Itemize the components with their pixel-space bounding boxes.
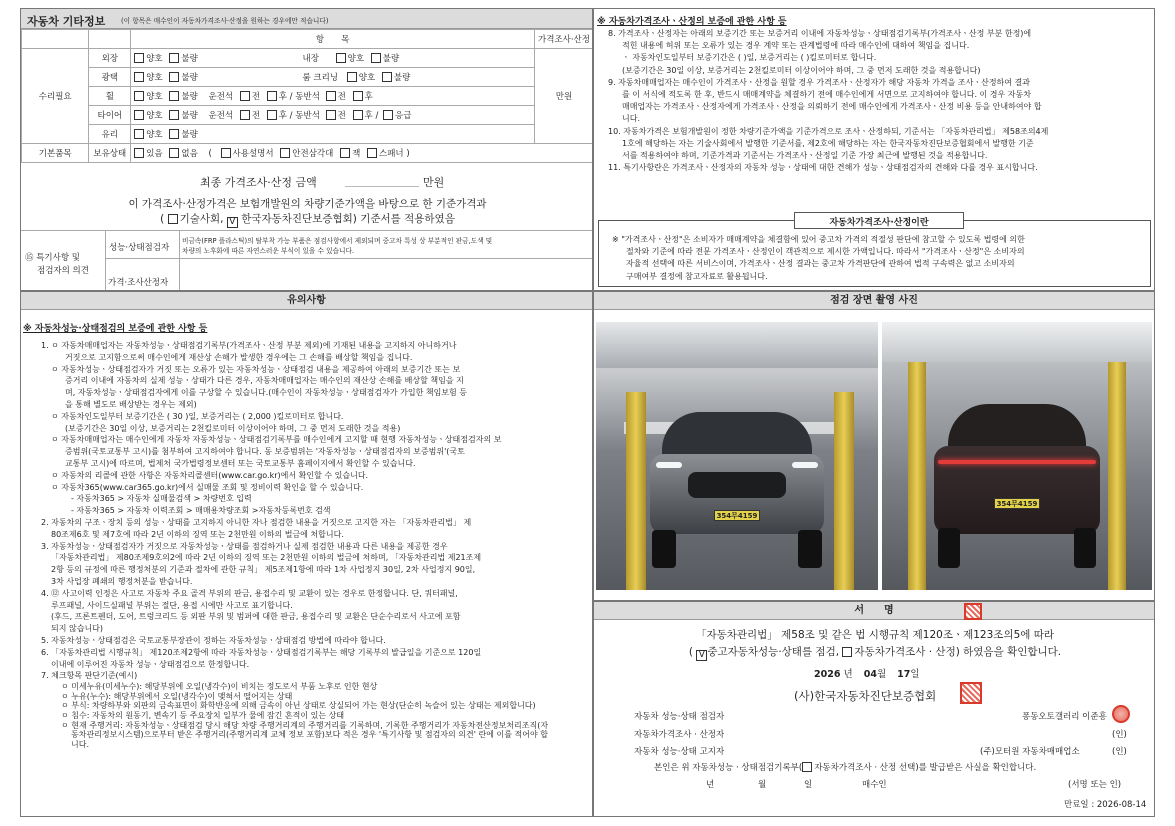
basic-status-label: 보유상태 [89,144,131,163]
gloss-good-checkbox[interactable] [134,72,144,82]
nt-lines-line: 루프패널, 사이드실패널 부위는 절단, 용접 시에만 사고로 표기합니다. [51,600,293,610]
inspector-row-name: 퐁동오토갤러리 이준흥 [1022,712,1107,722]
notice-criteria-line: ㅇ 부식: 차량하부와 외판의 금속표면이 화학반응에 의해 금속이 아닌 상태로 상실되어 가는 현상(단순히 녹슬어 있는 상태는 제외합니다) [61,701,536,711]
gp-lines-line: 니다. [622,114,640,124]
buyer-date-day: 일 [804,780,813,790]
final-price-unit: 만원 [423,176,445,189]
nt-lines-line: 2. 자동차의 구조ㆍ장치 등의 성능ㆍ상태를 고지하지 아니한 자나 점검한 내용을 거짓으로 고지한 자는 「자동차관리법」 제 [41,518,472,527]
wheel-passenger-front-checkbox[interactable] [326,91,336,101]
notice-heading: ※ 자동차성능·상태점검의 보증에 관한 사항 등 [23,324,208,334]
price-basis-line2: ( 기술사회, V 한국자동차진단보증협회) 기준서를 적용하였음 [160,213,455,227]
other-info-title-note: (이 항목은 매수인이 자동차가격조사·산정을 원하는 경우에만 적습니다) [121,17,329,25]
price-col-header: 가격조사·산정 [535,30,593,49]
tire-driver-front-checkbox[interactable] [240,110,250,120]
inspector-label: 성능·상태점검자 [109,243,170,253]
signature-statement-line2: ( V 중고자동차성능·상태를 점검, 자동차가격조사 · 산정) 하였음을 확인합니다. [688,646,1062,660]
nt-lines-line: ㅇ 자동차매매업자는 매수인에게 자동차 자동차성능ㆍ상태점검기록부를 매수인에게 고지할 때 현행 자동차성능ㆍ상태점검자의 보 [51,435,502,445]
wheel-bad-checkbox[interactable] [169,91,179,101]
gp-lines-line: 1호에 해당하는 자는 기술사회에서 발행한 기준서를, 제2호에 해당하는 자는 한국자동차진단보증협회에서 발행한 기준 [622,138,1034,148]
nt-lines-line: (보증기간은 30일 이상, 보증거리는 2천킬로미터 이상이어야 하며, 그 중 먼저 도래한 것을 적용) [65,423,401,433]
nt-lines-line: 4. ⑫ 사고이력 인정은 사고로 자동차 주요 골격 부위의 판금, 용접수리 및 교환이 있는 경우로 한정합니다. 단, 쿼터패널, [41,588,458,598]
exterior-bad-checkbox[interactable] [169,53,179,63]
tire-driver-rear-checkbox[interactable] [267,110,277,120]
row-label-exterior: 외장 [89,49,131,68]
special-notes-label-2: 점검자의 의견 [37,266,89,276]
gp-lines-line: 11. 특기사항란은 가격조사ㆍ산정자의 자동차 성능ㆍ상태에 대한 견해가 성능ㆍ상태점검자의 견해와 다를 경우 표시합니다. [608,163,1038,173]
wheel-driver-front-checkbox[interactable] [240,91,250,101]
notice-criteria-line: ㅇ 침수: 자동차의 원동기, 변속기 등 주요장치 일부가 물에 잠긴 흔적이 있는 상태 [61,711,345,720]
front-license-plate: 354무4159 [714,510,760,521]
jack-checkbox[interactable] [340,148,350,158]
basic-have-checkbox[interactable] [134,148,144,158]
nt-lines-line: 되지 않습니다) [51,624,104,634]
pd-lines-line: 구매여부 결정에 참고자료로 활용됩니다. [626,271,768,281]
glass-bad-checkbox[interactable] [169,129,179,139]
price-assessment-checkbox[interactable] [842,647,852,657]
notice-header: 유의사항 [21,292,592,310]
gp-lines-line: 를 이 서식에 적도록 한 후, 반드시 매매계약을 체결하기 전에 매수인에게 서면으로 고지하여야 합니다. 이 경우 자동차 [622,90,1031,99]
row-label-room-cleaning: 룸 크리닝 [302,73,339,83]
row-tire: 양호 불량 운전석 전 후 / 동반석 전 후 / 응급 [131,106,535,125]
photo-panel [593,291,1155,601]
nt-lines-line: (후드, 프론트펜더, 도어, 트렁크리드 등 외판 부위 및 범퍼에 대한 판금, 용접수리 및 교환은 단순수리로서 사고에 포함 [51,612,461,622]
tire-bad-checkbox[interactable] [169,110,179,120]
wheel-passenger-rear-checkbox[interactable] [353,91,363,101]
inspector-seal-icon [1112,705,1130,723]
notice-criteria-line: ㅇ 누유(누수): 해당부위에서 오일(냉각수)이 맺혀서 떨어지는 상태 [61,691,293,701]
gp-lines-line: 적힌 내용에 허위 또는 오류가 있는 경우 계약 또는 관계법령에 따라 매수인에 대하여 책임을 집니다. [622,41,970,51]
pd-lines-line: 자율적 선택에 따른 서비스이며, 가격조사ㆍ산정 결과는 중고차 가격판단에 관하여 법적 구속력은 없고 소비자의 [626,259,1015,269]
buyer-confirmation: 본인은 위 자동차성능 · 상태점검기록부( 자동차가격조사 · 산정 선택)를 발급받은 사실을 확인합니다. [654,763,1037,773]
special-notes-label-1: ⑮ 특기사항 및 [25,253,80,263]
nt-lines-line: 1. ㅇ 자동차매매업자는 자동차성능ㆍ상태점검기록부(가격조사ㆍ산정 부분 제외)에 기재된 내용을 고지하지 아니하거나 [41,341,457,350]
price-guarantee-heading: ※ 자동차가격조사ㆍ산정의 보증에 관한 사항 등 [597,17,787,27]
row-glass: 양호 불량 [131,125,535,144]
nt-lines-line: - 자동차365 > 자동차 실매물검색 > 차량번호 입력 [71,494,252,504]
price-guarantee-panel [593,8,1155,291]
gp-lines-line: ㆍ 자동차인도일부터 보증기간은 ( )일, 보증거리는 ( )킬로미터로 합니다. [622,53,877,63]
inspector-opinion-line2: 차량의 노후화에 따른 자연스러운 부식이 있을 수 있습니다. [182,247,355,255]
front-inspection-photo[interactable] [596,322,878,590]
row-label-glass: 유리 [89,125,131,144]
glass-good-checkbox[interactable] [134,129,144,139]
wheel-good-checkbox[interactable] [134,91,144,101]
nt-lines-line: 3차 사업장 폐쇄의 행정처분을 받습니다. [51,577,193,586]
tire-good-checkbox[interactable] [134,110,144,120]
used-car-inspection-checkbox[interactable]: V [696,650,707,661]
rear-license-plate: 354무4159 [994,498,1040,509]
other-info-title: 자동차 기타정보 [27,15,106,28]
gp-lines-line: 10. 자동차가격은 보험개발원이 정한 차량기준가액을 기준가격으로 조사ㆍ산정하되, 기준서는 「자동차관리법」 제58조의4제 [608,126,1049,136]
manual-checkbox[interactable] [221,148,231,158]
wheel-driver-rear-checkbox[interactable] [267,91,277,101]
buyer-label: 매수인 [862,780,887,790]
signature-statement-line1: 「자동차관리법」 제58조 및 같은 법 시행규칙 제120조ㆍ제123조의5에 따라 [695,629,1055,641]
signature-panel [593,601,1155,817]
other-info-panel [20,8,593,291]
inspector-opinion-line1: 비금속(FRP 플라스틱)의 탈부착 가능 부품은 점검사항에서 제외되며 중고차 특성 상 부분적인 판금,도색 및 [182,237,493,245]
row-label-wheel: 휠 [89,87,131,106]
nt-lines-line: ㅇ 자동차인도일부터 보증기간은 ( 30 )일, 보증거리는 ( 2,000 )킬로미터로 합니다. [51,411,344,421]
nt-lines-line: 증범위(국토교통부 고시)를 첨부하여 고지하여야 합니다. 동 보증범위는 '자동차성능ㆍ상태점검자의 보증범위'(국토 [65,447,465,457]
notice-criteria-line: 니다. [71,739,89,749]
notice-panel [20,291,593,817]
notifier-row-label: 자동차 성능·상태 고지자 [634,747,725,757]
gloss-bad-checkbox[interactable] [169,72,179,82]
nt-lines-line: - 자동차365 > 자동차 이력조회 > 매매용차량조회 >자동차등록번호 검색 [71,506,331,516]
assessor-row-seal: (인) [1112,730,1127,740]
pd-lines-line: ※ "가격조사ㆍ산정"은 소비자가 매매계약을 체결함에 있어 중고차 가격의 적절성 판단에 참고할 수 있도록 법령에 의한 [612,235,1025,244]
row-wheel: 양호 불량 운전석 전 후 / 동반석 전 후 [131,87,535,106]
gp-lines-line: 8. 가격조사ㆍ산정자는 아래의 보증기간 또는 보증거리 이내에 자동차성능ㆍ상태점검기록부(가격조사ㆍ산정 부분 한정)에 [608,29,1032,38]
notice-criteria-line: ㅇ 현재 주행거리: 자동차성능ㆍ상태점검 당시 해당 차량 주행거리계의 주행거리를 기록하며, 기록한 주행거리가 자동차전산정보처리조직(자 [61,720,549,730]
nt-lines-line: 5. 자동차성능ㆍ상태점검은 국토교통부장관이 정하는 자동차성능ㆍ상태점검 방법에 따라야 합니다. [41,636,386,645]
other-info-title-bar [21,9,592,29]
final-price-label: 최종 가격조사·산정 금액 [200,176,317,189]
nt-lines-line: 6. 「자동차관리법 시행규칙」 제120조제2항에 따라 자동차성능ㆍ상태점검기록부는 해당 기록부의 발급일을 기준으로 120일 [41,647,482,657]
row-gloss: 양호 불량 룸 크리닝 양호 불량 [131,68,535,87]
exterior-good-checkbox[interactable] [134,53,144,63]
nt-lines-line: 3. 자동차성능ㆍ상태점검자가 거짓으로 자동차성능ㆍ상태를 점검하거나 실제 점검한 내용과 다른 내용을 제공한 경우 [41,541,448,551]
basic-items-label: 기본품목 [22,144,89,163]
final-price-input[interactable] [345,169,419,187]
row-label-tire: 타이어 [89,106,131,125]
gp-lines-line: 서를 적용하여야 하며, 기준가격과 기준서는 가격조사ㆍ산정일 기준 가장 최근에 발행된 것을 적용합니다. [622,151,988,160]
special-notes-section [21,230,593,291]
repair-table [21,29,593,163]
association-seal-icon [960,682,982,704]
header-seal-icon [964,603,982,620]
tire-passenger-front-checkbox[interactable] [326,110,336,120]
nt-lines-line: 며, 자동차성능ㆍ상태점검자에게 이를 구상할 수 있습니다.(매수인이 자동차성능ㆍ상태점검자가 가입한 책임보험 등 [65,388,468,398]
row-basic-items: 있음 없음 ( 사용설명서 안전삼각대 잭 스패너 ) [131,144,593,163]
nt-lines-line: 을 통해 별도로 배상받는 경우는 제외) [65,400,197,409]
repair-label: 수리필요 [22,49,89,144]
inspector-row-label: 자동차 성능·상태 점검자 [634,712,725,722]
nt-lines-line: ㅇ 자동차성능ㆍ상태점검자가 거짓 또는 오류가 있는 자동차성능ㆍ상태점검 내용을 제공하여 아래의 보증기간 또는 보 [51,364,461,374]
row-exterior: 양호 불량 내장 양호 불량 [131,49,535,68]
pd-lines-line: 절차와 기준에 따라 전문 가격조사ㆍ산정인이 객관적으로 제시한 가액입니다. 따라서 "가격조사ㆍ산정"은 소비자의 [626,247,1025,257]
nt-lines-line: 2항 등의 규정에 따른 행정처분의 기준과 절차에 관한 규칙」 제5조제1항에 따라 1차 사업정지 30일, 2차 사업정지 90일, [51,565,476,575]
kadia-checkbox[interactable]: V [227,217,238,228]
triangle-checkbox[interactable] [280,148,290,158]
basic-none-checkbox[interactable] [169,148,179,158]
issue-date: 2026 년 04월 17일 [814,669,920,680]
photo-header: 점검 장면 촬영 사진 [594,292,1154,310]
nt-lines-line: 거짓으로 고지함으로써 매수인에게 재산상 손해가 발생한 경우에는 그 손해를 배상할 책임을 집니다. [65,352,413,362]
price-basis-line1: 이 가격조사·산정가격은 보험개발원의 차량기준가액을 바탕으로 한 기준가격과 [128,198,487,210]
gp-lines-line: 매매업자는 가격조사ㆍ산정자에게 가격조사ㆍ산정을 의뢰하기 전에 매수인에게 가격조사ㆍ산정 비용 등을 안내하여야 합 [622,102,1042,112]
tire-passenger-rear-checkbox[interactable] [353,110,363,120]
notice-criteria-line: 동차관리정보시스템)으로부터 받은 주행거리(주행거리계 교체 정보 포함)보다 적은 경우 '특기사항 및 점검자의 의견' 란에 이를 적어야 합 [71,730,548,740]
repair-price-unit: 만원 [535,49,593,144]
notifier-row-name: (주)모터원 자동차매매업소 [980,747,1080,757]
nt-lines-line: 「자동차관리법」 제80조제9호의2에 따라 2년 이하의 징역 또는 2천만원 이하의 벌금에 처하며, 「자동차관리법 제21조제 [51,553,482,563]
buyer-date-year: 년 [706,780,715,790]
nt-lines-line: 증거리 이내에 자동차의 실제 성능ㆍ상태가 다른 경우, 자동차매매업자는 매수인의 재산상 손해를 배상할 책임을 지 [65,376,464,386]
gp-lines-line: (보증기간은 30일 이상, 보증거리는 2천킬로미터 이상이어야 하며, 그 중 먼저 도래한 것을 적용합니다) [622,65,981,75]
row-label-gloss: 광택 [89,68,131,87]
nt-lines-line: 80조제6호 및 제7호에 따라 2년 이하의 징역 또는 2천만원 이하의 벌금에 처합니다. [51,529,344,539]
rear-inspection-photo[interactable] [882,322,1152,590]
engineer-society-checkbox[interactable] [168,214,178,224]
price-assessor-label: 가격·조사산정자 [108,278,169,288]
assessor-row-label: 자동차가격조사 · 산정자 [634,730,725,740]
nt-lines-line: ㅇ 자동차의 리콜에 관한 사항은 자동차리콜센터(www.car.go.kr)에서 확인할 수 있습니다. [51,470,369,480]
cleaning-good-checkbox[interactable] [347,72,357,82]
row-label-interior: 내장 [302,54,319,64]
signature-header: 서 명 [594,602,1154,620]
tire-emergency-checkbox[interactable] [383,110,393,120]
nt-lines-line: 7. 체크항목 판단기준(예시) [41,671,138,681]
item-header: 항 목 [131,30,535,49]
buyer-signature-field[interactable]: (서명 또는 인) [1068,780,1122,790]
notice-criteria-line: ㅇ 미세누유(미세누수): 해당부위에 오일(냉각수)이 비치는 정도로서 부품 노후로 인한 현상 [61,682,378,692]
interior-good-checkbox[interactable] [336,53,346,63]
nt-lines-line: 교통부 고시)에 따르며, 법제처 국가법령정보센터 또는 국토교통부 홈페이지에서 확인할 수 있습니다. [65,459,416,468]
association-name: (사)한국자동차진단보증협회 [794,689,937,703]
gp-lines-line: 9. 자동차매매업자는 매수인이 가격조사ㆍ산정을 원할 경우 가격조사ㆍ산정자가 해당 자동차 가격을 조사ㆍ산정하여 결과 [608,77,1031,87]
notifier-row-seal: (인) [1112,747,1127,757]
cleaning-bad-checkbox[interactable] [382,72,392,82]
expiry-date: 만료일 : 2026-08-14 [1064,800,1147,810]
interior-bad-checkbox[interactable] [371,53,381,63]
nt-lines-line: ㅇ 자동차365(www.car365.go.kr)에서 실매물 조회 및 정비이력 확인을 할 수 있습니다. [51,482,364,492]
price-definition-title: 자동차가격조사·산정이란 [829,218,929,228]
nt-lines-line: 이내에 이루어진 자동차 성능ㆍ상태점검으로 한정합니다. [51,659,250,669]
buyer-date-month: 월 [758,780,767,790]
spanner-checkbox[interactable] [367,148,377,158]
buyer-price-checkbox[interactable] [802,762,812,772]
